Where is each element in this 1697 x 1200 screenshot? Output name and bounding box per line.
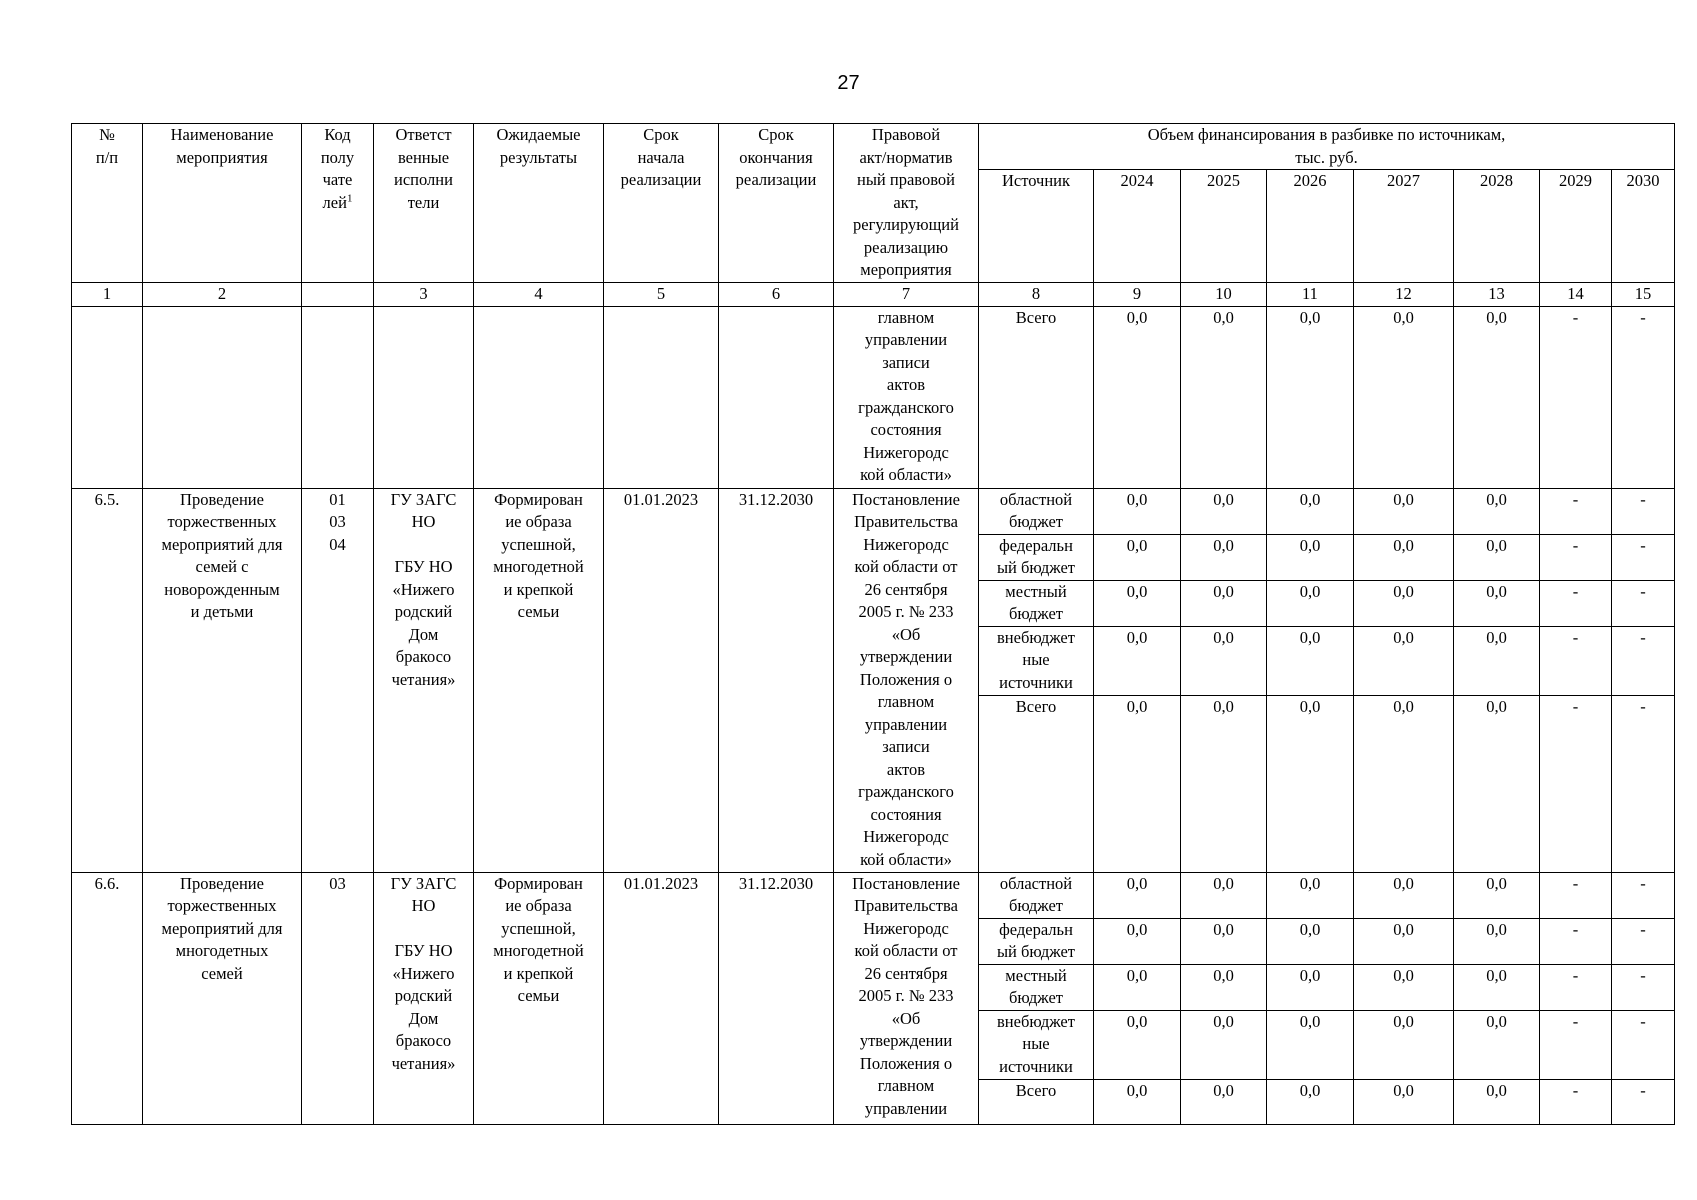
value-cell: 0,0	[1094, 488, 1181, 534]
header-code-text: Код полу чате лей	[320, 125, 355, 212]
value-cell: 0,0	[1267, 534, 1354, 580]
value-cell: -	[1540, 695, 1612, 872]
value-cell: 0,0	[1181, 626, 1267, 695]
value-cell: -	[1540, 306, 1612, 488]
value-cell: 0,0	[1454, 1010, 1540, 1079]
value-cell: 0,0	[1181, 964, 1267, 1010]
value-cell: 0,0	[1454, 872, 1540, 918]
value-cell: 0,0	[1094, 306, 1181, 488]
page-number: 27	[837, 72, 860, 94]
source-cell: внебюджет ные источники	[979, 626, 1094, 695]
header-year: 2027	[1354, 170, 1454, 283]
header-year: 2030	[1612, 170, 1675, 283]
header-year: 2026	[1267, 170, 1354, 283]
column-number: 15	[1612, 283, 1675, 307]
value-cell: 0,0	[1454, 580, 1540, 626]
value-cell: 0,0	[1181, 1079, 1267, 1124]
value-cell: 0,0	[1454, 626, 1540, 695]
activity-name: Проведение торжественных мероприятий для многодетных семей	[143, 872, 302, 1124]
value-cell: 0,0	[1181, 1010, 1267, 1079]
value-cell: -	[1612, 1010, 1675, 1079]
value-cell: 0,0	[1094, 918, 1181, 964]
value-cell: 0,0	[1454, 918, 1540, 964]
cell-empty	[719, 306, 834, 488]
value-cell: 0,0	[1267, 695, 1354, 872]
cell-empty	[474, 306, 604, 488]
funding-table	[71, 123, 1675, 1125]
value-cell: 0,0	[1354, 580, 1454, 626]
value-cell: 0,0	[1267, 626, 1354, 695]
value-cell: -	[1612, 534, 1675, 580]
value-cell: 0,0	[1094, 534, 1181, 580]
cell-empty	[302, 306, 374, 488]
value-cell: -	[1540, 626, 1612, 695]
value-cell: 0,0	[1267, 488, 1354, 534]
expected-results: Формирован ие образа успешной, многодетной и крепкой семьи	[474, 488, 604, 872]
value-cell: -	[1612, 580, 1675, 626]
header-code	[302, 124, 374, 283]
value-cell: 0,0	[1454, 695, 1540, 872]
value-cell: -	[1540, 1079, 1612, 1124]
continuation-row	[72, 306, 1675, 488]
value-cell: -	[1612, 964, 1675, 1010]
value-cell: 0,0	[1267, 1010, 1354, 1079]
header-responsible: Ответст венные исполни тели	[374, 124, 474, 283]
row-number: 6.6.	[72, 872, 143, 1124]
source-cell: Всего	[979, 1079, 1094, 1124]
header-year: 2024	[1094, 170, 1181, 283]
header-start: Срок начала реализации	[604, 124, 719, 283]
value-cell: -	[1540, 872, 1612, 918]
value-cell: 0,0	[1267, 580, 1354, 626]
value-cell: 0,0	[1181, 918, 1267, 964]
value-cell: 0,0	[1454, 534, 1540, 580]
header-legal-act: Правовой акт/норматив ный правовой акт, регулирующий реализацию мероприятия	[834, 124, 979, 283]
source-cell: Всего	[979, 695, 1094, 872]
value-cell: 0,0	[1454, 306, 1540, 488]
value-cell: -	[1540, 918, 1612, 964]
column-number: 14	[1540, 283, 1612, 307]
header-num: № п/п	[72, 124, 143, 283]
source-cell: федеральн ый бюджет	[979, 918, 1094, 964]
value-cell: -	[1612, 1079, 1675, 1124]
column-number: 5	[604, 283, 719, 307]
value-cell: 0,0	[1094, 580, 1181, 626]
column-number: 11	[1267, 283, 1354, 307]
cell-empty	[72, 306, 143, 488]
value-cell: -	[1612, 872, 1675, 918]
value-cell: 0,0	[1354, 1079, 1454, 1124]
value-cell: 0,0	[1267, 872, 1354, 918]
value-cell: 0,0	[1094, 695, 1181, 872]
table-row	[72, 872, 1675, 918]
column-number: 10	[1181, 283, 1267, 307]
value-cell: 0,0	[1454, 964, 1540, 1010]
value-cell: -	[1540, 580, 1612, 626]
legal-act-cell: главном управлении записи актов гражданского состояния Нижегородс кой области»	[834, 306, 979, 488]
column-number: 4	[474, 283, 604, 307]
column-number: 7	[834, 283, 979, 307]
value-cell: -	[1612, 695, 1675, 872]
value-cell: 0,0	[1181, 488, 1267, 534]
header-year: 2025	[1181, 170, 1267, 283]
source-cell: местный бюджет	[979, 964, 1094, 1010]
value-cell: 0,0	[1354, 1010, 1454, 1079]
source-cell: областной бюджет	[979, 872, 1094, 918]
header-year: 2028	[1454, 170, 1540, 283]
value-cell: -	[1540, 534, 1612, 580]
value-cell: 0,0	[1354, 488, 1454, 534]
value-cell: 0,0	[1094, 626, 1181, 695]
value-cell: 0,0	[1354, 918, 1454, 964]
value-cell: 0,0	[1354, 306, 1454, 488]
source-cell: внебюджет ные источники	[979, 1010, 1094, 1079]
responsible-executors: ГУ ЗАГС НО ГБУ НО «Нижего родский Дом бракосо четания»	[374, 872, 474, 1124]
row-number: 6.5.	[72, 488, 143, 872]
column-number: 12	[1354, 283, 1454, 307]
value-cell: 0,0	[1267, 964, 1354, 1010]
value-cell: 0,0	[1267, 1079, 1354, 1124]
source-cell: федеральн ый бюджет	[979, 534, 1094, 580]
column-number	[302, 283, 374, 307]
value-cell: 0,0	[1181, 695, 1267, 872]
value-cell: 0,0	[1354, 872, 1454, 918]
start-date: 01.01.2023	[604, 488, 719, 872]
value-cell: -	[1540, 488, 1612, 534]
column-number: 8	[979, 283, 1094, 307]
value-cell: -	[1612, 918, 1675, 964]
column-number: 1	[72, 283, 143, 307]
source-cell: областной бюджет	[979, 488, 1094, 534]
value-cell: 0,0	[1094, 1010, 1181, 1079]
header-end: Срок окончания реализации	[719, 124, 834, 283]
value-cell: 0,0	[1094, 1079, 1181, 1124]
header-funding: Объем финансирования в разбивке по источникам, тыс. руб.	[979, 124, 1675, 170]
value-cell: 0,0	[1181, 306, 1267, 488]
column-number: 9	[1094, 283, 1181, 307]
value-cell: 0,0	[1454, 1079, 1540, 1124]
end-date: 31.12.2030	[719, 872, 834, 1124]
table-row	[72, 488, 1675, 534]
value-cell: 0,0	[1094, 964, 1181, 1010]
value-cell: 0,0	[1267, 918, 1354, 964]
column-number: 6	[719, 283, 834, 307]
value-cell: 0,0	[1181, 580, 1267, 626]
value-cell: 0,0	[1094, 872, 1181, 918]
header-code-footnote: 1	[346, 192, 353, 204]
value-cell: 0,0	[1181, 872, 1267, 918]
start-date: 01.01.2023	[604, 872, 719, 1124]
column-number-row	[72, 283, 1675, 307]
responsible-executors: ГУ ЗАГС НО ГБУ НО «Нижего родский Дом бракосо четания»	[374, 488, 474, 872]
expected-results: Формирован ие образа успешной, многодетной и крепкой семьи	[474, 872, 604, 1124]
value-cell: -	[1612, 626, 1675, 695]
cell-empty	[374, 306, 474, 488]
cell-empty	[604, 306, 719, 488]
value-cell: 0,0	[1354, 695, 1454, 872]
value-cell: 0,0	[1354, 626, 1454, 695]
value-cell: 0,0	[1181, 534, 1267, 580]
value-cell: 0,0	[1354, 534, 1454, 580]
recipient-code: 03	[302, 872, 374, 1124]
end-date: 31.12.2030	[719, 488, 834, 872]
header-name: Наименование мероприятия	[143, 124, 302, 283]
value-cell: -	[1540, 1010, 1612, 1079]
legal-act-cell: Постановление Правительства Нижегородс кой области от 26 сентября 2005 г. № 233 «Об утверждении Положения о главном управлении записи актов гражданского состояния Нижегородс кой области»	[834, 488, 979, 872]
cell-empty	[143, 306, 302, 488]
value-cell: 0,0	[1454, 488, 1540, 534]
column-number: 2	[143, 283, 302, 307]
value-cell: -	[1612, 488, 1675, 534]
value-cell: -	[1612, 306, 1675, 488]
source-cell: местный бюджет	[979, 580, 1094, 626]
column-number: 13	[1454, 283, 1540, 307]
legal-act-cell: Постановление Правительства Нижегородс кой области от 26 сентября 2005 г. № 233 «Об утверждении Положения о главном управлении	[834, 872, 979, 1124]
column-number: 3	[374, 283, 474, 307]
value-cell: 0,0	[1354, 964, 1454, 1010]
source-cell: Всего	[979, 306, 1094, 488]
header-source: Источник	[979, 170, 1094, 283]
value-cell: -	[1540, 964, 1612, 1010]
header-year: 2029	[1540, 170, 1612, 283]
recipient-code: 01 03 04	[302, 488, 374, 872]
header-expected: Ожидаемые результаты	[474, 124, 604, 283]
value-cell: 0,0	[1267, 306, 1354, 488]
activity-name: Проведение торжественных мероприятий для семей с новорожденным и детьми	[143, 488, 302, 872]
